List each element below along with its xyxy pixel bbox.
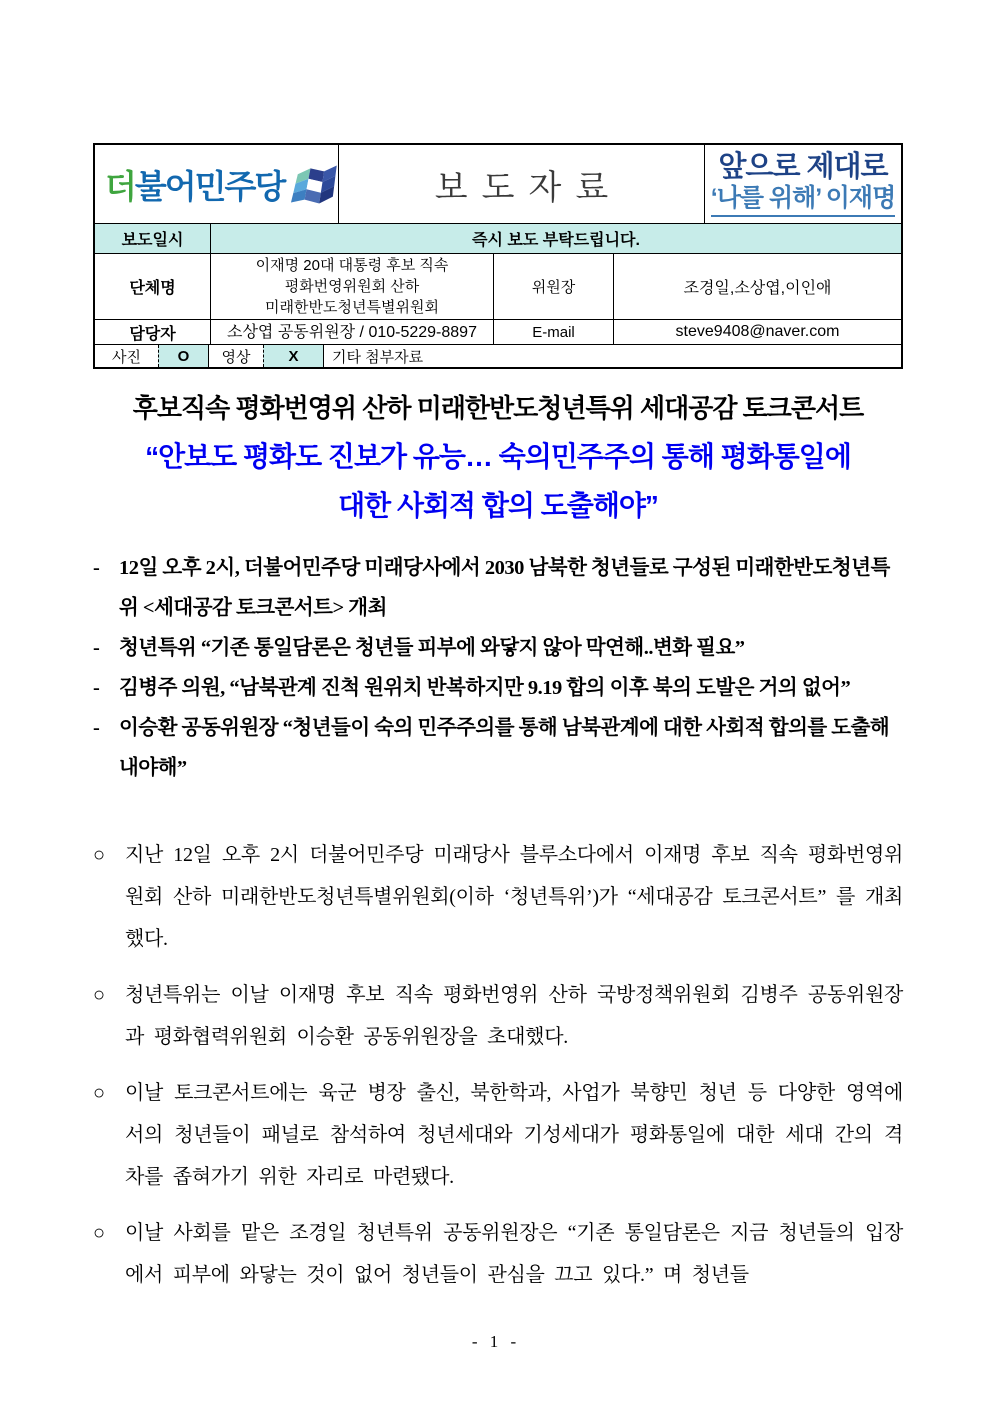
contact-label: 담당자 [129, 325, 176, 343]
bullet-marker: - [93, 677, 100, 699]
attachments-row [95, 344, 901, 367]
party-flag-icon [290, 146, 338, 222]
email-label: E-mail [493, 320, 613, 344]
organization-row [95, 253, 901, 319]
party-logo-text-blue: 불어민주당 [134, 167, 285, 205]
bullet-marker: - [93, 717, 100, 739]
paragraph-text: 지난 12일 오후 2시 더불어민주당 미래당사 블루소다에서 이재명 후보 직속 평화번영위원회 산하 미래한반도청년특별위원회(이하 ‘청년특위’)가 “세대공감 토크콘서트” 를 개최했다. [125, 844, 903, 950]
bullet-text: 이승환 공동위원장 “청년들이 숙의 민주주의를 통해 남북관계에 대한 사회적 합의를 도출해 내야해” [119, 717, 890, 779]
summary-bullet [93, 708, 903, 788]
contact-value: 소상엽 공동위원장 / 010-5229-8897 [210, 320, 493, 344]
organization-line1: 이재명 20대 대통령 후보 직속 [255, 257, 449, 274]
slogan-line1: 앞으로 제대로 [718, 150, 888, 183]
slogan-line2: ‘나를 위해’ 이재명 [711, 184, 895, 217]
organization-label: 단체명 [129, 280, 176, 297]
summary-bullet-list [93, 548, 903, 788]
body-paragraph [93, 974, 903, 1058]
headline: 후보직속 평화번영위 산하 미래한반도청년특위 세대공감 토크콘서트 [132, 393, 864, 423]
bullet-text: 청년특위 “기존 통일담론은 청년들 피부에 와닿지 않아 막연해..변화 필요” [119, 637, 745, 659]
bullet-text: 12일 오후 2시, 더불어민주당 미래당사에서 2030 남북한 청년들로 구성된 미래한반도청년특위 <세대공감 토크콘서트> 개최 [119, 557, 890, 619]
release-time-row [95, 223, 901, 253]
etc-attachment-label: 기타 첨부자료 [323, 345, 901, 367]
photo-label: 사진 [112, 348, 141, 366]
video-flag-value: X [263, 345, 323, 367]
video-label: 영상 [208, 345, 263, 367]
chairman-names: 조경일,소상엽,이인애 [613, 254, 901, 319]
organization-line3: 미래한반도청년특별위원회 [265, 299, 439, 316]
organization-value [210, 254, 493, 319]
contact-row [95, 319, 901, 344]
release-time-label: 보도일시 [121, 232, 184, 249]
body-paragraph [93, 1212, 903, 1296]
photo-flag-value: O [158, 345, 208, 367]
doc-type-cell [338, 145, 704, 223]
paragraph-text: 이날 토크콘서트에는 육군 병장 출신, 북한학과, 사업가 북향민 청년 등 다양한 영역에서의 청년들이 패널로 참석하여 청년세대와 기성세대가 평화통일에 대한 세대 간의 격차를 좁혀가기 위한 자리로 마련됐다. [125, 1082, 903, 1188]
party-logo-text [105, 161, 284, 208]
party-logo [95, 145, 338, 223]
page-number: - 1 - [471, 1332, 521, 1351]
subheadline-line2: 대한 사회적 합의 도출해야” [338, 490, 658, 521]
campaign-slogan [704, 145, 901, 223]
paragraph-marker: ○ [93, 1222, 106, 1244]
summary-bullet [93, 548, 903, 628]
body-paragraph [93, 834, 903, 960]
paragraph-text: 청년특위는 이날 이재명 후보 직속 평화번영위 산하 국방정책위원회 김병주 공동위원장과 평화협력위원회 이승환 공동위원장을 초대했다. [125, 984, 903, 1048]
release-time-value: 즉시 보도 부탁드립니다. [210, 224, 901, 253]
summary-bullet [93, 668, 903, 708]
bullet-marker: - [93, 557, 100, 579]
brand-row [95, 145, 901, 223]
organization-line2: 평화번영위원회 산하 [284, 278, 420, 295]
summary-bullet [93, 628, 903, 668]
subheadline-line1: “안보도 평화도 진보가 유능… 숙의민주주의 통해 평화통일에 [145, 441, 851, 472]
party-logo-text-green: 더 [105, 167, 135, 205]
chairman-label: 위원장 [493, 254, 613, 319]
paragraph-marker: ○ [93, 984, 106, 1006]
paragraph-marker: ○ [93, 1082, 106, 1104]
bullet-marker: - [93, 637, 100, 659]
email-value: steve9408@naver.com [613, 320, 901, 344]
paragraph-text: 이날 사회를 맡은 조경일 청년특위 공동위원장은 “기존 통일담론은 지금 청년들의 입장에서 피부에 와닿는 것이 없어 청년들이 관심을 끄고 있다.” 며 청년들 [125, 1222, 903, 1286]
bullet-text: 김병주 의원, “남북관계 진척 원위치 반복하지만 9.19 합의 이후 북의 도발은 거의 없어” [119, 677, 851, 699]
body-paragraph [93, 1072, 903, 1198]
body-paragraphs [93, 834, 903, 1296]
press-info-table [93, 143, 903, 369]
press-release-page [93, 143, 903, 1310]
paragraph-marker: ○ [93, 844, 106, 866]
doc-type-title: 보도자료 [434, 169, 623, 207]
